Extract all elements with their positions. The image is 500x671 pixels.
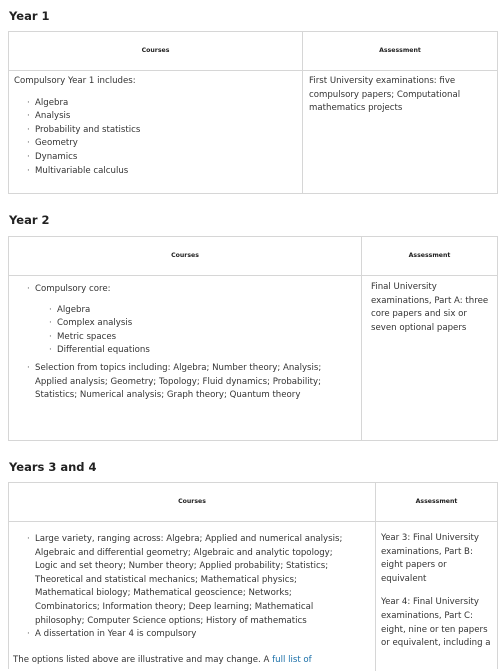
core-label: Compulsory core: [35,284,111,294]
assessment-year4: Year 4: Final University examinations, Part C: eight, nine or ten papers or equivalent, including a [381,597,491,649]
core-course-list [48,304,351,358]
year1-intro: Compulsory Year 1 includes: [14,76,136,86]
year1-course-list [26,97,297,179]
list-item: · Algebra [26,97,297,111]
year1-table-header [9,32,497,71]
assessment-column-header: Assessment [302,32,497,70]
list-item: · Metric spaces [48,331,351,345]
full-list-link[interactable]: full list of [272,655,312,665]
year34-course-list [26,533,351,642]
year34-table-header [9,483,497,522]
year2-table-header [9,237,497,276]
list-item: · Geometry [26,137,297,151]
assessment-column-header: Assessment [375,483,497,521]
options-note [13,654,383,668]
year2-table [8,236,498,441]
year1-table [8,31,498,194]
list-item: · Selection from topics including: Algebra; Number theory; Analysis; Applied analysis; Geometry; Topology; Fluid dynamics; Probability; Statistics; Numerical analysis; Graph theory; Quantum theory [26,362,351,403]
year2-course-list [26,283,351,403]
list-item: · Analysis [26,110,297,124]
year2-assessment-cell: Final University examinations, Part A: three core papers and six or seven optional papers [361,276,497,441]
year2-courses-cell [9,276,361,441]
list-item: · Dynamics [26,151,297,165]
assessment-year3: Year 3: Final University examinations, Part B: eight papers or equivalent [381,533,479,584]
year1-courses-cell [9,71,302,194]
year34-heading: Years 3 and 4 [9,460,97,474]
year2-heading: Year 2 [9,213,50,227]
list-item: · A dissertation in Year 4 is compulsory [26,628,351,642]
courses-column-header: Courses [141,47,170,55]
list-item: · Algebra [48,304,351,318]
assessment-column-header: Assessment [361,237,497,275]
courses-column-header: Courses [171,252,199,260]
options-note-text: The options listed above are illustrative and may change. A [13,655,273,665]
year1-heading: Year 1 [9,9,50,23]
year34-courses-cell [9,522,375,671]
list-item: · Complex analysis [48,317,351,331]
list-item: · Large variety, ranging across: Algebra; Applied and numerical analysis; Algebraic and differential geometry; Algebraic and analytic topology; Logic and set theory; Number theory; Applied probability; Statistics; Theoretical and statistical mechanics; Mathematical physics; Mathematical biology; Mathematical geoscience; Networks; Combinatorics; Information theory; Deep learning; Mathematical philosophy; Computer Science options; History of mathematics [26,533,351,628]
courses-column-header: Courses [178,498,206,506]
list-item: · Probability and statistics [26,124,297,138]
year34-table [8,482,498,669]
year1-assessment-cell: First University examinations: five compulsory papers; Computational mathematics projects [302,71,497,194]
year34-assessment-cell [375,522,497,671]
list-item: · Multivariable calculus [26,165,297,179]
list-item [26,283,351,358]
list-item: · Differential equations [48,344,351,358]
